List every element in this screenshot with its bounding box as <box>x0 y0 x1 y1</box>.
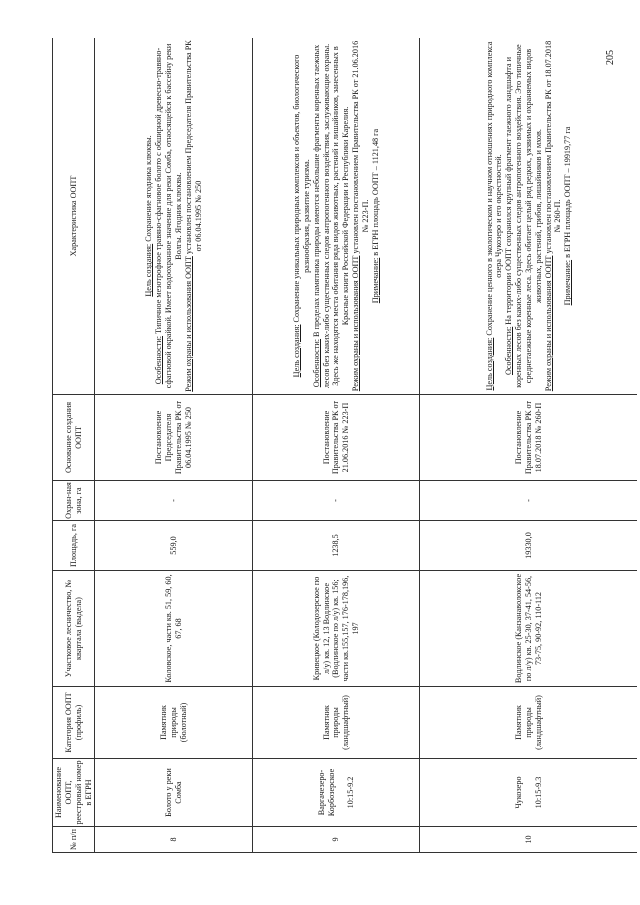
row-buffer: - <box>253 481 420 521</box>
row-category: Памятник природы (болотный) <box>95 687 253 759</box>
regime-text: установлен постановлением Правительства РК от 21.06.2016 № 223-П. <box>351 40 370 254</box>
row-forestry: Кривецкое (Колодозерское по л/у) кв. 12, 13 Водлинское (Водлинское по л/у) кв. 156; части кв.155,157, 176-178,196, 197 <box>253 571 420 687</box>
row-basis: Постановление Правительства РК от 18.07.2018 № 260-П <box>420 395 637 481</box>
row-basis: Постановление Председателя Правительства РК от 06.04.1995 № 250 <box>95 395 253 481</box>
oopt-name: Варгачезеро-Корбозерское <box>316 768 336 817</box>
note-text: в ЕГРН площадь ООПТ – 1121,48 га <box>370 128 380 256</box>
row-characteristics <box>253 38 420 395</box>
table-row <box>95 38 253 853</box>
features-text: Типичное мезотрофное травяно-сфагновое болото с обширной древесно-травяно-сфагновой окрайкой. Имеет водоохранное значение для реки Сомба, относящейся к бассейну реки Волгы. Ягодник клюквы. <box>154 43 183 389</box>
oopt-registry-number: 10:15-9.3 <box>533 776 543 809</box>
row-category: Памятник природы (ландшафтный) <box>420 687 637 759</box>
table-row <box>253 38 420 853</box>
row-buffer: - <box>420 481 637 521</box>
header-forestry: Участковое лесничество, № квартала (выдела) <box>53 571 95 687</box>
header-area: Площадь, га <box>53 521 95 571</box>
row-name <box>95 759 253 827</box>
oopt-table <box>52 38 637 853</box>
table-row <box>420 38 637 853</box>
row-forestry: Коловское, части кв. 51, 59, 60, 67, 68 <box>95 571 253 687</box>
features-text: На территории ООПТ сохранился крупный фрагмент таежного ландшафта и коренных лесов без каких-либо существенных следов антропогенного воздействия. Это типичные среднетаежные коренные леса. Здесь обитает целый ряд редких, уязвимых и охраняемых видов животных, растений, грибов, лишайников и мхов. <box>504 44 543 388</box>
table-header-row <box>53 38 95 853</box>
row-num: 10 <box>420 827 637 853</box>
row-forestry: Водлинское (Канзанаволокское по л/у) кв. 25-30, 37-41, 54-56, 73-75, 90-92, 110-112 <box>420 571 637 687</box>
regime-text: установлен постановлением Правительства РК от 18.07.2018 № 260-П. <box>543 40 563 254</box>
page-number: 205 <box>605 50 616 65</box>
features-text: В пределах памятника природы имеются небольшие фрагменты коренных таежных лесов без каких-либо существенных следов антропогенного воздействия, заслуживающие охраны. Здесь же находятся места обитания ряда видов животных, растений и лишайников, занесенных в Красные книги Российской Федерации и Республики Карелия. <box>311 43 351 389</box>
row-category: Памятник природы (ландшафтный) <box>253 687 420 759</box>
table-area <box>52 38 637 853</box>
rotated-page <box>52 38 637 853</box>
header-basis: Основание создания ООПТ <box>53 395 95 481</box>
header-category: Категория ООПТ (профиль) <box>53 687 95 759</box>
row-name <box>253 759 420 827</box>
row-characteristics <box>95 38 253 395</box>
row-area: 559,0 <box>95 521 253 571</box>
goal-label: Цель создания: <box>292 324 302 378</box>
regime-text: установлен постановлением Председателя Правительства РК от 06.04.1995 № 250 <box>183 40 203 255</box>
row-buffer: - <box>95 481 253 521</box>
note-label: Примечание: <box>563 259 573 306</box>
row-num: 9 <box>253 827 420 853</box>
regime-label: Режим охраны и использования ООПТ <box>351 255 361 392</box>
row-name <box>420 759 637 827</box>
row-area: 1238,5 <box>253 521 420 571</box>
goal-label: Цель создания: <box>484 337 494 391</box>
row-characteristics <box>420 38 637 395</box>
oopt-name: Чукозеро <box>514 776 524 809</box>
row-num: 8 <box>95 827 253 853</box>
features-label: Особенности: <box>311 338 321 388</box>
header-characteristics: Характеристика ООПТ <box>53 38 95 395</box>
header-num: № п/п <box>53 827 95 853</box>
row-area: 19330,0 <box>420 521 637 571</box>
goal-text: Сохранение уникальных природных комплексов и объектов, биологического разнообразия, развитие туризма. <box>292 54 311 323</box>
header-name: Наименование ООПТ, реестровый номер в ЕГРН <box>53 759 95 827</box>
note-label: Примечание: <box>370 257 380 304</box>
oopt-registry-number: 10:15-9.2 <box>346 776 356 809</box>
goal-text: Сохранение ценного в экологическом и научном отношениях природного комплекса озера Чукозеро и его окрестностей. <box>484 41 504 336</box>
regime-label: Режим охраны и использования ООПТ <box>543 255 553 392</box>
regime-label: Режим охраны и использования ООПТ <box>183 256 193 392</box>
header-buffer: Охран-ная зона, га <box>53 481 95 521</box>
oopt-name: Болото у реки Сомба <box>164 768 183 817</box>
goal-label: Цель создания: <box>144 243 154 297</box>
goal-text: Сохранение ягодника клюквы. <box>144 135 154 242</box>
note-text: в ЕГРН площадь ООПТ – 19919,77 га <box>563 126 573 258</box>
row-basis: Постановление Правительства РК от 21.06.2016 № 223-П <box>253 395 420 481</box>
features-label: Особенности: <box>154 335 164 385</box>
features-label: Особенности: <box>504 326 514 376</box>
